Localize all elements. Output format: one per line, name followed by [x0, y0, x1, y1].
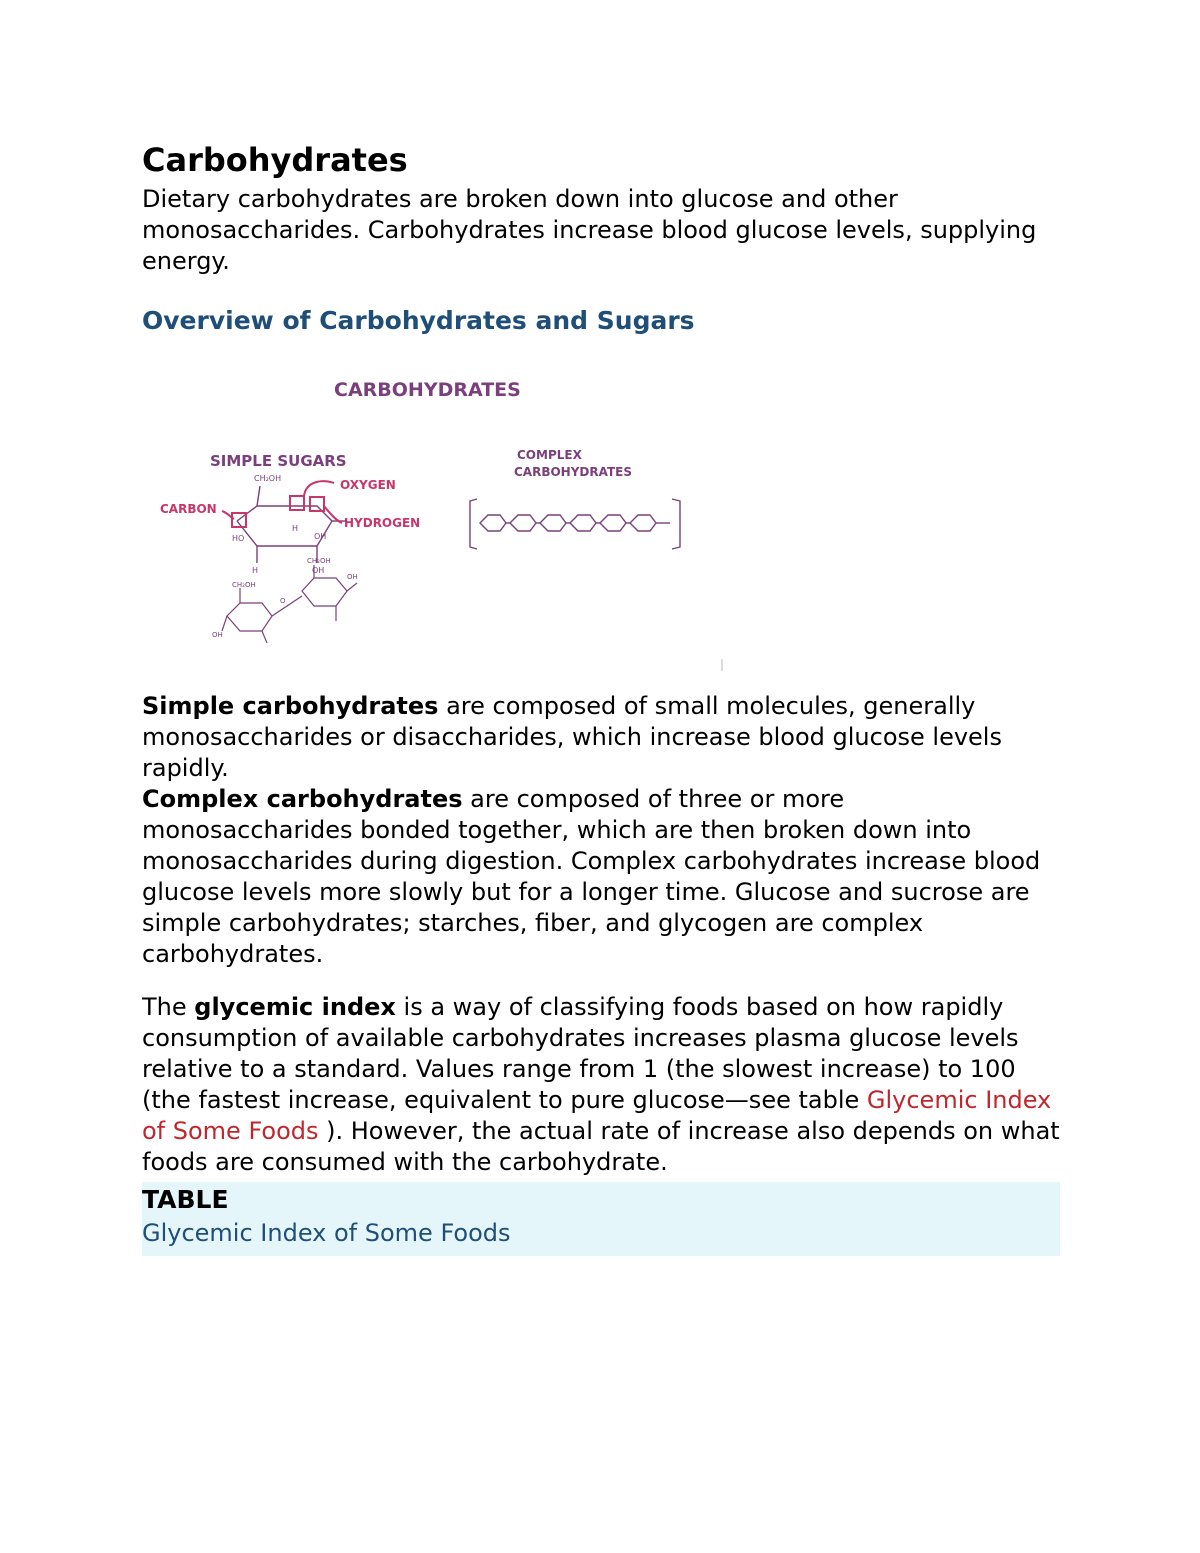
atom-ho: HO — [232, 534, 245, 543]
atom-oh-2: OH — [314, 532, 327, 541]
complex-carbs-text: are composed of three or more monosaccharides bonded together, which are then broken down into monosaccharides during digestion. Complex carbohydrates increase blood glucose levels more slowly but for a longer time. Glucose and sucrose are simple carbohydrates; starches, fiber, and glycogen are complex carbohydrates. — [142, 785, 1041, 968]
carbohydrates-figure — [142, 341, 1060, 671]
atom-h-1: H — [252, 566, 259, 575]
gi-text: is a way of classifying foods based on how rapidly consumption of available carbohydrates increases plasma glucose levels relative to a standard. Values range from 1 (the slowest increase) to 100 (the fastest increase, equivalent to pure glucose—see table — [142, 993, 1019, 1114]
atom-oh-3: OH — [347, 573, 358, 581]
simple-carbs-term: Simple carbohydrates — [142, 692, 439, 720]
disaccharide-molecule — [222, 565, 357, 643]
carbohydrates-illustration — [142, 341, 1060, 671]
table-banner — [142, 1182, 1060, 1256]
complex-carbs-paragraph — [142, 784, 1060, 970]
simple-carbs-paragraph — [142, 691, 1060, 784]
atom-ch2oh: CH₂OH — [254, 474, 282, 483]
glycemic-index-paragraph — [142, 992, 1060, 1178]
atom-oh-1: OH — [312, 566, 325, 575]
gi-post: ). However, the actual rate of increase also depends on what foods are consumed with the carbohydrate. — [142, 1117, 1060, 1176]
figure-carbon-label: CARBON — [160, 502, 217, 516]
figure-oxygen-label: OXYGEN — [340, 478, 396, 492]
document-body — [142, 138, 1060, 1256]
intro-paragraph: Dietary carbohydrates are broken down into glucose and other monosaccharides. Carbohydrates increase blood glucose levels, supplying energy. — [142, 185, 1037, 275]
table-caption: Glycemic Index of Some Foods — [142, 1219, 511, 1247]
figure-hydrogen-label: HYDROGEN — [344, 516, 421, 530]
figure-complex-label-2: CARBOHYDRATES — [514, 465, 632, 479]
atom-ch2oh-3: CH₂OH — [307, 557, 331, 565]
polysaccharide-chain — [470, 499, 680, 549]
figure-complex-label-1: COMPLEX — [517, 448, 582, 462]
gi-pre: The — [142, 993, 195, 1021]
complex-carbs-term: Complex carbohydrates — [142, 785, 463, 813]
atom-highlight-boxes — [222, 481, 342, 527]
glycemic-index-link[interactable]: Glycemic Index of Some Foods — [142, 1086, 1052, 1145]
atom-oh-4: OH — [212, 631, 223, 639]
figure-simple-label: SIMPLE SUGARS — [210, 452, 347, 470]
atom-h-2: H — [292, 524, 299, 533]
figure-main-label: CARBOHYDRATES — [334, 379, 521, 401]
gi-term: glycemic index — [194, 993, 396, 1021]
overview-heading: Overview of Carbohydrates and Sugars — [142, 306, 695, 335]
page-title: Carbohydrates — [142, 141, 408, 179]
atom-ch2oh-2: CH₂OH — [232, 581, 256, 589]
atom-o: O — [280, 597, 286, 605]
table-label: TABLE — [142, 1185, 229, 1214]
simple-carbs-text: are composed of small molecules, generally monosaccharides or disaccharides, which increase blood glucose levels rapidly. — [142, 692, 1002, 782]
